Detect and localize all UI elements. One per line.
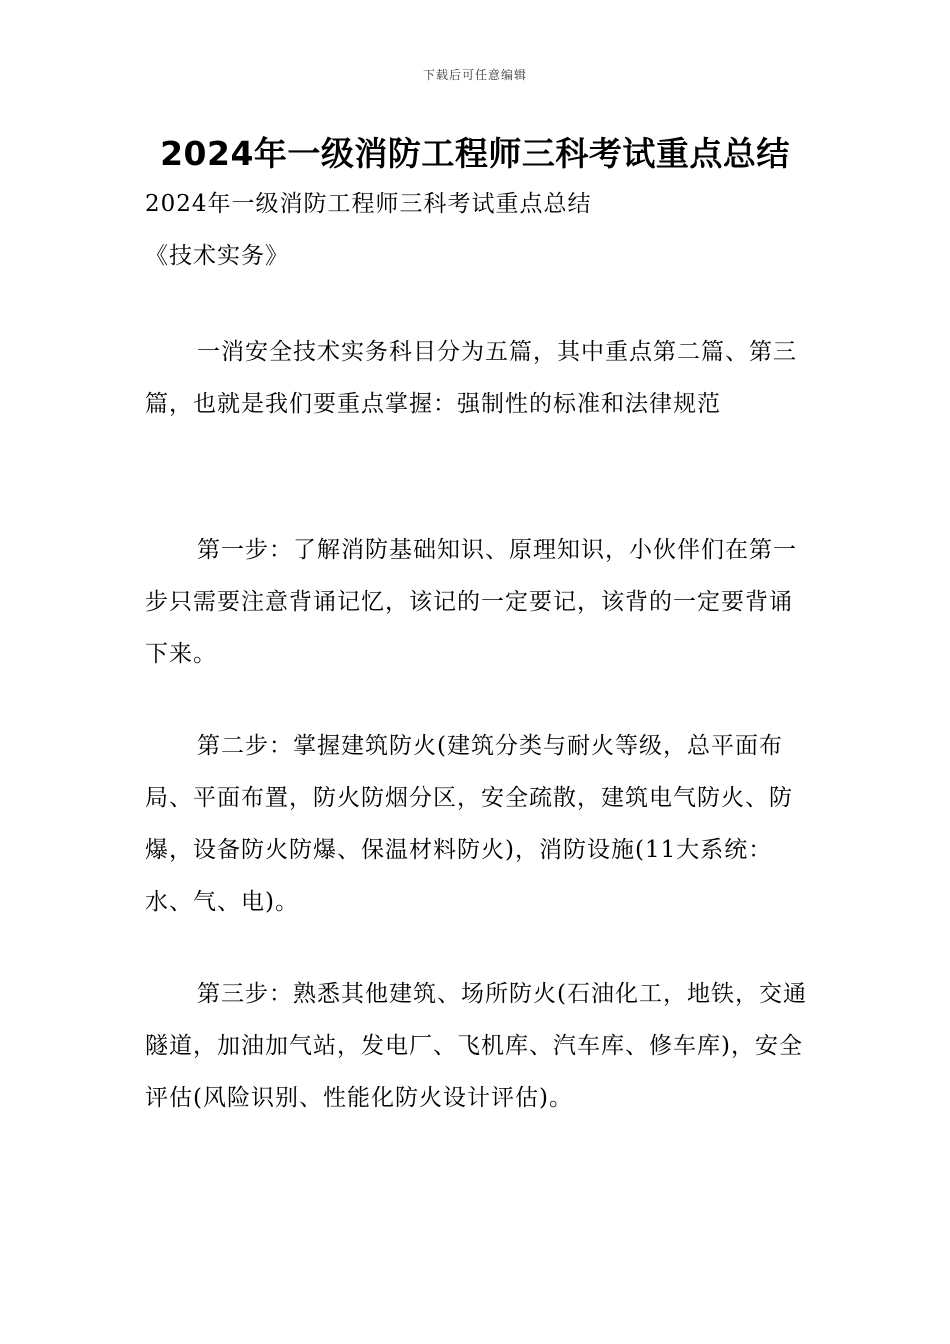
header-note: 下载后可任意编辑 [422, 68, 527, 82]
paragraph: 第一步：了解消防基础知识、原理知识，小伙伴们在第一步只需要注意背诵记忆，该记的一定要记，该背的一定要背诵下来。 [145, 537, 797, 667]
document-title: 2024年一级消防工程师三科考试重点总结 [160, 134, 790, 173]
section-name: 《技术实务》 [145, 243, 289, 269]
paragraph: 第二步：掌握建筑防火(建筑分类与耐火等级，总平面布局、平面布置，防火防烟分区，安全疏散，建筑电气防火、防爆，设备防火防爆、保温材料防火)，消防设施(11大系统：水、气、电)。 [145, 733, 793, 915]
document-subtitle: 2024年一级消防工程师三科考试重点总结 [145, 191, 592, 217]
paragraph: 第三步：熟悉其他建筑、场所防火(石油化工，地铁，交通隧道，加油加气站，发电厂、飞机库、汽车库、修车库)，安全评估(风险识别、性能化防火设计评估)。 [145, 981, 807, 1111]
paragraph: 一消安全技术实务科目分为五篇，其中重点第二篇、第三篇，也就是我们要重点掌握：强制性的标准和法律规范 [145, 339, 797, 417]
